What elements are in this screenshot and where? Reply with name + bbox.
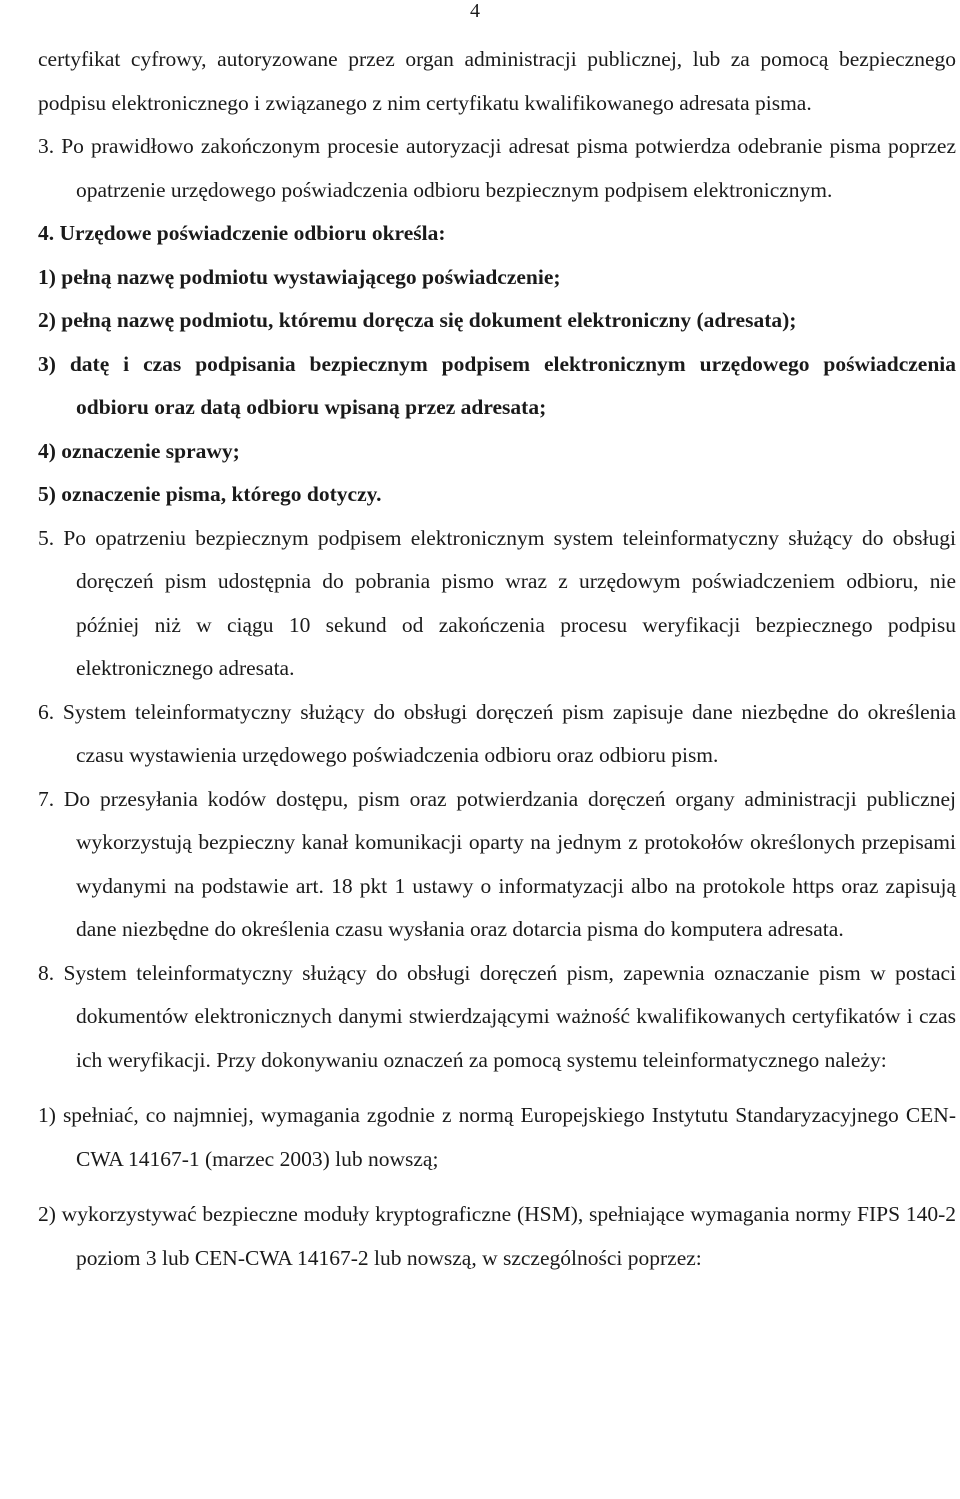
- paragraph-3: 3. Po prawidłowo zakończonym procesie autoryzacji adresat pisma potwierdza odebranie pisma poprzez opatrzenie urzędowego poświadczenia odbioru bezpiecznym podpisem elektronicznym.: [38, 134, 956, 202]
- paragraph-continuation: certyfikat cyfrowy, autoryzowane przez organ administracji publicznej, lub za pomocą bezpiecznego podpisu elektronicznego i związanego z nim certyfikatu kwalifikowanego adresata pisma.: [38, 47, 956, 115]
- paragraph-6: 6. System teleinformatyczny służący do obsługi doręczeń pism zapisuje dane niezbędne do określenia czasu wystawienia urzędowego poświadczenia odbioru oraz odbioru pism.: [38, 699, 956, 767]
- page-number: 4: [470, 0, 480, 22]
- paragraph-7: 7. Do przesyłania kodów dostępu, pism oraz potwierdzania doręczeń organy administracji publicznej wykorzystują bezpieczny kanał komunikacji oparty na jednym z protokołów określonych przepisami wydanymi na podstawie art. 18 pkt 1 ustawy o informatyzacji albo na protokole https oraz zapisują dane niezbędne do określenia czasu wysłania oraz dotarcia pisma do komputera adresata.: [38, 786, 956, 941]
- paragraph-8: 8. System teleinformatyczny służący do obsługi doręczeń pism, zapewnia oznaczanie pism w postaci dokumentów elektronicznych danymi stwierdzającymi ważność kwalifikowanych certyfikatów i czas ich weryfikacji. Przy dokonywaniu oznaczeń za pomocą systemu teleinformatycznego należy:: [38, 960, 956, 1072]
- paragraph-5: 5. Po opatrzeniu bezpiecznym podpisem elektronicznym system teleinformatyczny służący do obsługi doręczeń pism udostępnia do pobrania pismo wraz z urzędowym poświadczeniem odbioru, nie później niż w ciągu 10 sekund od zakończenia procesu weryfikacji bezpiecznego podpisu elektronicznego adresata.: [38, 525, 956, 680]
- list-item: 1) spełniać, co najmniej, wymagania zgodnie z normą Europejskiego Instytutu Standaryzacyjnego CEN-CWA 14167-1 (marzec 2003) lub nowszą;: [38, 1103, 956, 1171]
- document-body: [38, 38, 956, 1280]
- list-item: 1) pełną nazwę podmiotu wystawiającego poświadczenie;: [38, 264, 561, 289]
- list-item: 5) oznaczenie pisma, którego dotyczy.: [38, 482, 382, 506]
- list-item: 4) oznaczenie sprawy;: [38, 438, 240, 463]
- list-item: 3) datę i czas podpisania bezpiecznym podpisem elektronicznym urzędowego poświadczenia odbioru oraz datą odbioru wpisaną przez adresata;: [38, 351, 956, 419]
- list-item: 2) wykorzystywać bezpieczne moduły kryptograficzne (HSM), spełniające wymagania normy FIPS 140-2 poziom 3 lub CEN-CWA 14167-2 lub nowszą, w szczególności poprzez:: [38, 1202, 956, 1270]
- paragraph-4-heading: 4. Urzędowe poświadczenie odbioru określa:: [38, 221, 446, 245]
- list-item: 2) pełną nazwę podmiotu, któremu doręcza się dokument elektroniczny (adresata);: [38, 308, 797, 332]
